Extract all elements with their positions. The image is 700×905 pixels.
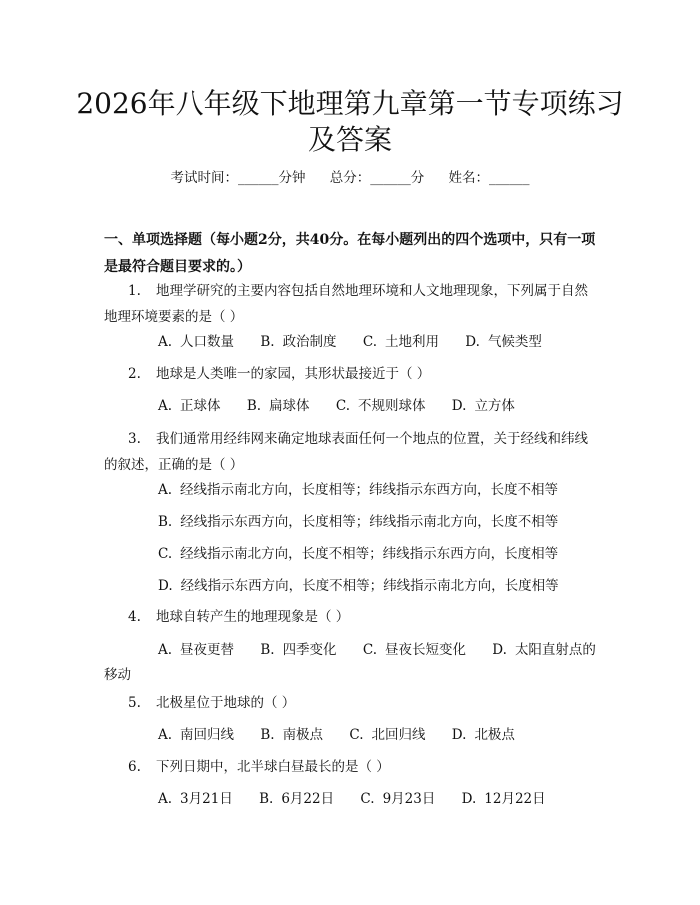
option-d[interactable]: D. 气候类型: [465, 334, 542, 350]
student-name-field: 姓名：______: [448, 170, 530, 186]
question-1-options: [158, 332, 618, 352]
question-2: [104, 361, 596, 387]
option-a[interactable]: A. 经线指示南北方向，长度相等；纬线指示东西方向，长度不相等: [158, 482, 559, 498]
option-a[interactable]: A. 正球体: [158, 398, 221, 414]
question-text-cont: 地理环境要素的是（ ）: [104, 309, 244, 325]
question-number: 3.: [128, 431, 141, 447]
exam-meta: [0, 168, 700, 188]
question-5: [104, 690, 596, 716]
question-6: [104, 754, 596, 780]
option-c[interactable]: C. 土地利用: [362, 334, 439, 350]
section-heading: [104, 227, 604, 281]
option-c[interactable]: C. 不规则球体: [335, 398, 426, 414]
option-a[interactable]: A. 南回归线: [158, 727, 235, 743]
option-b[interactable]: B. 南极点: [260, 727, 324, 743]
option-b[interactable]: B. 经线指示东西方向，长度相等；纬线指示南北方向，长度不相等: [158, 514, 559, 530]
option-c[interactable]: C. 北回归线: [349, 727, 426, 743]
section-heading-line2: 是最符合题目要求的。）: [104, 259, 251, 275]
option-b[interactable]: B. 扁球体: [246, 398, 310, 414]
question-text: 地球是人类唯一的家园，其形状最接近于（ ）: [156, 366, 431, 382]
option-b[interactable]: B. 政治制度: [260, 334, 337, 350]
question-1: [104, 278, 596, 330]
option-d[interactable]: D. 立方体: [451, 398, 515, 414]
option-a[interactable]: A. 人口数量: [158, 334, 235, 350]
question-text-cont: 的叙述，正确的是（ ）: [104, 457, 244, 473]
question-number: 1.: [128, 283, 141, 299]
question-number: 6.: [128, 759, 141, 775]
option-d[interactable]: D. 太阳直射点的: [492, 642, 596, 658]
question-4-options: [158, 640, 618, 660]
option-d[interactable]: D. 12月22日: [461, 791, 546, 807]
option-c[interactable]: C. 昼夜长短变化: [362, 642, 466, 658]
question-text: 下列日期中，北半球白昼最长的是（ ）: [156, 759, 390, 775]
question-text: 地理学研究的主要内容包括自然地理环境和人文地理现象，下列属于自然: [156, 283, 588, 299]
question-number: 4.: [128, 609, 141, 625]
option-b[interactable]: B. 6月22日: [259, 791, 335, 807]
question-5-options: [158, 725, 618, 745]
question-2-options: [158, 396, 618, 416]
section-heading-line1: 一、单项选择题（每小题2分，共40分。在每小题列出的四个选项中，只有一项: [104, 232, 596, 248]
question-number: 5.: [128, 695, 141, 711]
option-c[interactable]: C. 9月23日: [360, 791, 436, 807]
option-a[interactable]: A. 3月21日: [158, 791, 233, 807]
question-text: 我们通常用经纬网来确定地球表面任何一个地点的位置，关于经线和纬线: [156, 431, 588, 447]
question-number: 2.: [128, 366, 141, 382]
option-a[interactable]: A. 昼夜更替: [158, 642, 235, 658]
option-b[interactable]: B. 四季变化: [260, 642, 337, 658]
option-c[interactable]: C. 经线指示南北方向，长度不相等；纬线指示东西方向，长度相等: [158, 546, 559, 562]
exam-score-field: 总分：______分: [329, 170, 425, 186]
question-text: 地球自转产生的地理现象是（ ）: [156, 609, 350, 625]
question-6-options: [158, 789, 618, 809]
option-d[interactable]: D. 经线指示东西方向，长度不相等；纬线指示南北方向，长度相等: [158, 578, 559, 594]
option-d[interactable]: D. 北极点: [451, 727, 515, 743]
page-title-line2: 及答案: [307, 123, 392, 156]
question-3: [104, 426, 596, 478]
exam-time-field: 考试时间：______分钟: [170, 170, 306, 186]
page-title-line1: 2026年八年级下地理第九章第一节专项练习: [76, 87, 624, 120]
question-4: [104, 604, 596, 630]
option-d-wrap: 移动: [104, 667, 131, 683]
question-text: 北极星位于地球的（ ）: [156, 695, 296, 711]
